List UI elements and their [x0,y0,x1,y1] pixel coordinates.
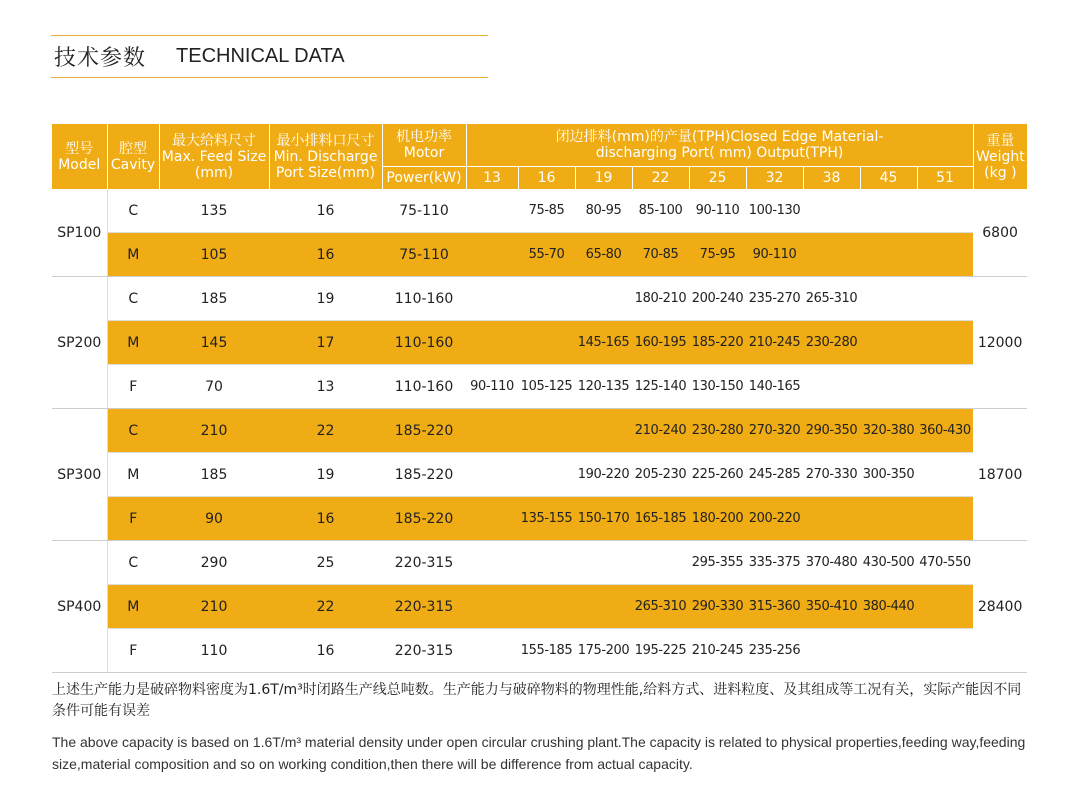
output-cell: 295-355 [689,541,746,585]
header-feed-size: 最大给料尺寸 Max. Feed Size (mm) [159,124,269,189]
output-cell [917,585,973,629]
section-title [51,35,488,78]
header-output: 闭边排料(mm)的产量(TPH)Closed Edge Material- discharging Port( mm) Output(TPH) [466,124,973,167]
motor-power-cell: 185-220 [382,453,466,497]
model-name: SP300 [52,409,107,541]
output-cell [466,189,518,233]
feed-size-cell: 105 [159,233,269,277]
table-row [52,409,1027,453]
output-cell: 300-350 [860,453,917,497]
output-cell: 205-230 [632,453,689,497]
cavity-cell: M [107,233,159,277]
output-cell [466,321,518,365]
discharge-port-cell: 22 [269,409,382,453]
table-row [52,585,1027,629]
note-en: The above capacity is based on 1.6T/m³ material density under open circular crushing plant.The capacity is related to physical properties,feeding way,feeding size,material composition and so on working condition,then there will be difference from actual capacity. [52,734,1026,772]
header-power-unit: Power(kW) [382,167,466,190]
output-cell: 135-155 [518,497,575,541]
discharge-port-cell: 16 [269,233,382,277]
output-cell: 270-330 [803,453,860,497]
output-cell: 75-95 [689,233,746,277]
table-row [52,541,1027,585]
output-cell [917,321,973,365]
output-cell: 180-200 [689,497,746,541]
output-cell: 210-245 [746,321,803,365]
output-cell: 125-140 [632,365,689,409]
output-cell [466,277,518,321]
output-cell [917,189,973,233]
table-row [52,321,1027,365]
discharge-port-cell: 17 [269,321,382,365]
output-cell: 360-430 [917,409,973,453]
output-cell [518,585,575,629]
output-cell: 315-360 [746,585,803,629]
output-cell [518,321,575,365]
output-cell: 140-165 [746,365,803,409]
output-cell [860,233,917,277]
output-cell [803,365,860,409]
motor-power-cell: 75-110 [382,233,466,277]
cavity-cell: C [107,541,159,585]
port-13: 13 [466,167,518,190]
output-cell: 90-110 [746,233,803,277]
output-cell [860,189,917,233]
output-cell: 90-110 [466,365,518,409]
output-cell: 320-380 [860,409,917,453]
output-cell: 230-280 [689,409,746,453]
header-model: 型号 Model [52,124,107,189]
motor-power-cell: 110-160 [382,277,466,321]
output-cell [803,629,860,673]
cavity-cell: M [107,321,159,365]
feed-size-cell: 185 [159,453,269,497]
output-cell [518,453,575,497]
output-cell: 165-185 [632,497,689,541]
output-cell: 185-220 [689,321,746,365]
table-row [52,497,1027,541]
motor-power-cell: 220-315 [382,541,466,585]
header-cavity: 腔型 Cavity [107,124,159,189]
cavity-cell: F [107,497,159,541]
port-32: 32 [746,167,803,190]
header-weight: 重量 Weight (kg ) [973,124,1027,189]
output-cell [860,277,917,321]
motor-power-cell: 185-220 [382,497,466,541]
motor-power-cell: 110-160 [382,321,466,365]
output-cell [803,497,860,541]
output-cell: 210-245 [689,629,746,673]
output-cell: 75-85 [518,189,575,233]
discharge-port-cell: 22 [269,585,382,629]
output-cell: 150-170 [575,497,632,541]
feed-size-cell: 185 [159,277,269,321]
port-25: 25 [689,167,746,190]
output-cell: 335-375 [746,541,803,585]
table-row [52,453,1027,497]
port-38: 38 [803,167,860,190]
discharge-port-cell: 25 [269,541,382,585]
output-cell: 105-125 [518,365,575,409]
table-body [52,189,1027,673]
output-cell [803,233,860,277]
output-cell: 180-210 [632,277,689,321]
discharge-port-cell: 19 [269,453,382,497]
model-name: SP100 [52,189,107,277]
output-cell: 380-440 [860,585,917,629]
output-cell [860,321,917,365]
motor-power-cell: 110-160 [382,365,466,409]
header-motor-power: 机电功率 Motor [382,124,466,167]
motor-power-cell: 220-315 [382,585,466,629]
cavity-cell: C [107,189,159,233]
output-cell [518,409,575,453]
output-cell: 130-150 [689,365,746,409]
output-cell [466,453,518,497]
output-cell [466,233,518,277]
feed-size-cell: 210 [159,585,269,629]
output-cell: 265-310 [803,277,860,321]
output-cell: 210-240 [632,409,689,453]
output-cell [575,277,632,321]
output-cell: 160-195 [632,321,689,365]
output-cell [575,541,632,585]
output-cell [575,585,632,629]
feed-size-cell: 135 [159,189,269,233]
feed-size-cell: 210 [159,409,269,453]
port-19: 19 [575,167,632,190]
output-cell [632,541,689,585]
motor-power-cell: 75-110 [382,189,466,233]
output-cell [917,453,973,497]
output-cell: 70-85 [632,233,689,277]
port-16: 16 [518,167,575,190]
output-cell [917,277,973,321]
motor-power-cell: 220-315 [382,629,466,673]
cavity-cell: F [107,629,159,673]
output-cell: 290-330 [689,585,746,629]
title-cn: 技术参数 [54,46,147,71]
output-cell [466,541,518,585]
output-cell: 265-310 [632,585,689,629]
cavity-cell: M [107,453,159,497]
output-cell [518,277,575,321]
model-name: SP400 [52,541,107,673]
feed-size-cell: 90 [159,497,269,541]
output-cell [917,497,973,541]
port-45: 45 [860,167,917,190]
feed-size-cell: 110 [159,629,269,673]
model-name: SP200 [52,277,107,409]
table-row [52,277,1027,321]
output-cell: 235-256 [746,629,803,673]
output-cell: 190-220 [575,453,632,497]
output-cell [860,497,917,541]
cavity-cell: M [107,585,159,629]
discharge-port-cell: 13 [269,365,382,409]
output-cell: 85-100 [632,189,689,233]
output-cell: 370-480 [803,541,860,585]
output-cell: 430-500 [860,541,917,585]
output-cell: 245-285 [746,453,803,497]
weight-cell: 28400 [973,541,1027,673]
cavity-cell: C [107,409,159,453]
discharge-port-cell: 16 [269,629,382,673]
port-51: 51 [917,167,973,190]
output-cell [518,541,575,585]
output-cell [917,629,973,673]
discharge-port-cell: 16 [269,497,382,541]
port-22: 22 [632,167,689,190]
output-cell: 55-70 [518,233,575,277]
output-cell: 90-110 [689,189,746,233]
table-row [52,233,1027,277]
output-cell: 235-270 [746,277,803,321]
cavity-cell: F [107,365,159,409]
motor-power-cell: 185-220 [382,409,466,453]
output-cell [466,497,518,541]
output-cell: 200-220 [746,497,803,541]
output-cell: 65-80 [575,233,632,277]
output-cell: 120-135 [575,365,632,409]
output-cell: 155-185 [518,629,575,673]
output-cell [575,409,632,453]
output-cell: 200-240 [689,277,746,321]
table-row [52,365,1027,409]
output-cell: 350-410 [803,585,860,629]
table-row [52,629,1027,673]
weight-cell: 12000 [973,277,1027,409]
feed-size-cell: 145 [159,321,269,365]
output-cell: 195-225 [632,629,689,673]
output-cell: 175-200 [575,629,632,673]
output-cell: 270-320 [746,409,803,453]
feed-size-cell: 290 [159,541,269,585]
output-cell: 225-260 [689,453,746,497]
discharge-port-cell: 19 [269,277,382,321]
output-cell: 290-350 [803,409,860,453]
output-cell [860,365,917,409]
output-cell: 470-550 [917,541,973,585]
output-cell [803,189,860,233]
cavity-cell: C [107,277,159,321]
output-cell [466,585,518,629]
output-cell [917,233,973,277]
technical-data-table [52,124,1027,673]
table-row [52,189,1027,233]
weight-cell: 6800 [973,189,1027,277]
header-discharge-port: 最小排料口尺寸 Min. Discharge Port Size(mm) [269,124,382,189]
output-cell [917,365,973,409]
output-cell [466,409,518,453]
feed-size-cell: 70 [159,365,269,409]
output-cell: 80-95 [575,189,632,233]
output-cell: 230-280 [803,321,860,365]
output-cell: 100-130 [746,189,803,233]
title-en: TECHNICAL DATA [176,45,345,67]
discharge-port-cell: 16 [269,189,382,233]
output-cell: 145-165 [575,321,632,365]
output-cell [466,629,518,673]
weight-cell: 18700 [973,409,1027,541]
note-cn: 上述生产能力是破碎物料密度为1.6T/m³时闭路生产线总吨数。生产能力与破碎物料的物理性能,给料方式、进料粒度、及其组成等工况有关，实际产能因不同条件可能有误差 [52,682,1022,719]
output-cell [860,629,917,673]
